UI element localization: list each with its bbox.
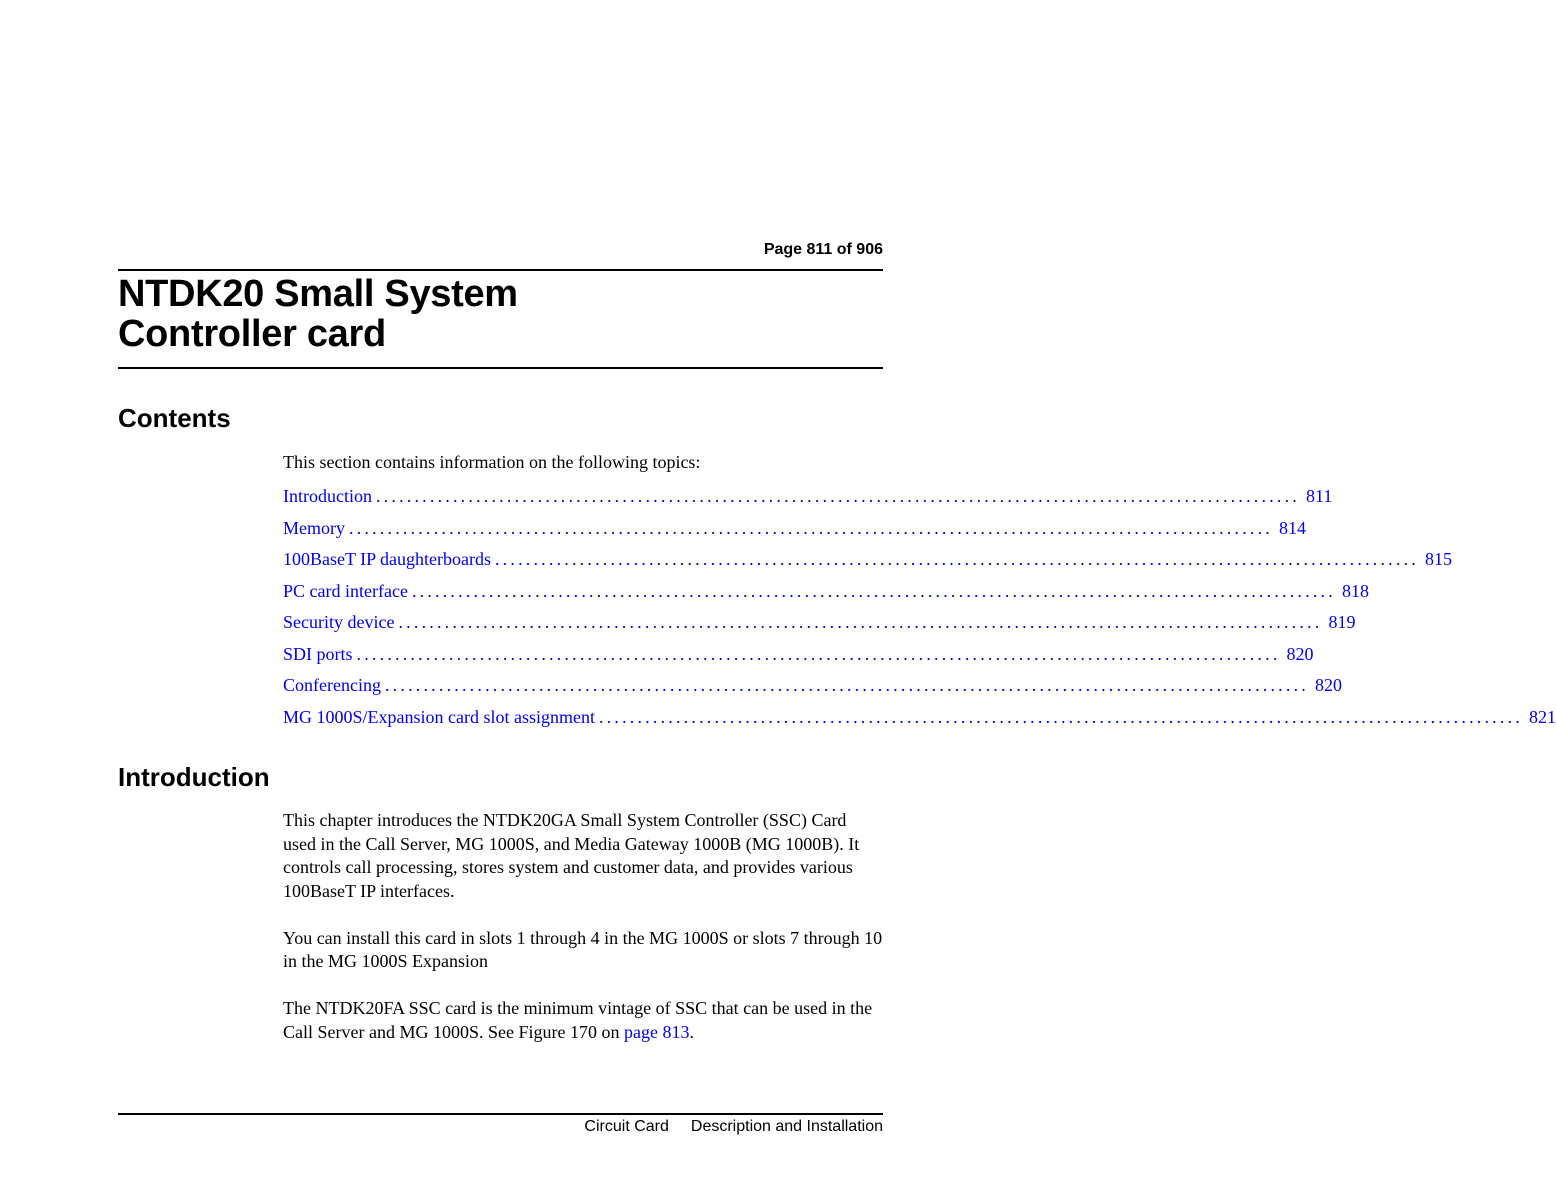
toc-entry-daughterboards[interactable]: [283, 548, 1452, 580]
introduction-heading: Introduction: [118, 762, 270, 792]
toc-entry-security-device[interactable]: [283, 611, 1356, 643]
top-rule: [118, 269, 883, 271]
toc-page[interactable]: 820: [1314, 675, 1342, 695]
footer: [584, 1118, 883, 1136]
toc-leader-dots: ........................................................................................................................: [494, 549, 1419, 569]
toc-page[interactable]: 818: [1341, 580, 1369, 601]
toc-leader-dots: ........................................................................................................................: [398, 612, 1323, 632]
toc-page[interactable]: 814: [1279, 517, 1306, 538]
intro-paragraph-2: You can install this card in slots 1 through 4 in the MG 1000S or slots 7 through 10 in the MG 1000S Expansion: [283, 927, 883, 971]
toc-page[interactable]: 819: [1328, 612, 1356, 632]
toc-label[interactable]: Conferencing: [283, 675, 381, 695]
toc-leader-dots: ........................................................................................................................: [356, 643, 1281, 664]
toc-label[interactable]: Introduction: [283, 486, 372, 506]
introduction-body: [283, 809, 883, 1068]
toc-label[interactable]: SDI ports: [283, 643, 353, 664]
toc-label[interactable]: MG 1000S/Expansion card slot assignment: [283, 706, 595, 727]
page-813-link[interactable]: page 813: [623, 1021, 690, 1042]
footer-left: Circuit Card: [584, 1118, 669, 1135]
chapter-title: [118, 274, 518, 354]
toc-page[interactable]: 811: [1305, 486, 1333, 506]
intro-paragraph-3: [283, 997, 883, 1044]
footer-rule: [118, 1113, 883, 1115]
toc-entry-sdi-ports[interactable]: [283, 643, 1314, 675]
toc-entry-slot-assignment[interactable]: [283, 706, 1556, 738]
footer-right: Description and Installation: [690, 1118, 883, 1135]
intro-paragraph-3-text: The NTDK20FA SSC card is the minimum vintage of SSC that can be used in the Call Server and MG 1000S. See Figure 170 on: [283, 998, 873, 1042]
chapter-title-line-2: Controller card: [118, 313, 386, 355]
toc-entry-conferencing[interactable]: [283, 674, 1342, 706]
contents-intro: This section contains information on the following topics:: [283, 452, 701, 472]
intro-paragraph-3-end: .: [689, 1021, 694, 1042]
toc-leader-dots: ........................................................................................................................: [349, 517, 1273, 538]
toc-leader-dots: ........................................................................................................................: [375, 486, 1300, 506]
chapter-title-line-1: NTDK20 Small System: [118, 273, 518, 315]
toc-page[interactable]: 821: [1528, 706, 1556, 727]
toc-page[interactable]: 820: [1286, 643, 1314, 664]
toc-leader-dots: ........................................................................................................................: [411, 580, 1336, 601]
toc-entry-memory[interactable]: [283, 517, 1306, 549]
toc-label[interactable]: 100BaseT IP daughterboards: [283, 549, 491, 569]
title-rule: [118, 367, 883, 369]
toc-label[interactable]: Memory: [283, 517, 345, 538]
toc-page[interactable]: 815: [1424, 549, 1452, 569]
toc-entry-pc-card-interface[interactable]: [283, 580, 1369, 612]
toc-label[interactable]: Security device: [283, 612, 395, 632]
toc-entry-introduction[interactable]: [283, 485, 1333, 517]
table-of-contents: [283, 485, 1556, 737]
page-number: Page 811 of 906: [763, 241, 883, 258]
toc-label[interactable]: PC card interface: [283, 580, 408, 601]
toc-leader-dots: ........................................................................................................................: [384, 675, 1309, 695]
toc-leader-dots: ........................................................................................................................: [598, 706, 1523, 727]
contents-heading: Contents: [118, 403, 231, 433]
intro-paragraph-1: This chapter introduces the NTDK20GA Small System Controller (SSC) Card used in the Call Server, MG 1000S, and Media Gateway 1000B (MG 1000B). It controls call processing, stores system and customer data, and provides various 100BaseT IP interfaces.: [283, 810, 860, 901]
